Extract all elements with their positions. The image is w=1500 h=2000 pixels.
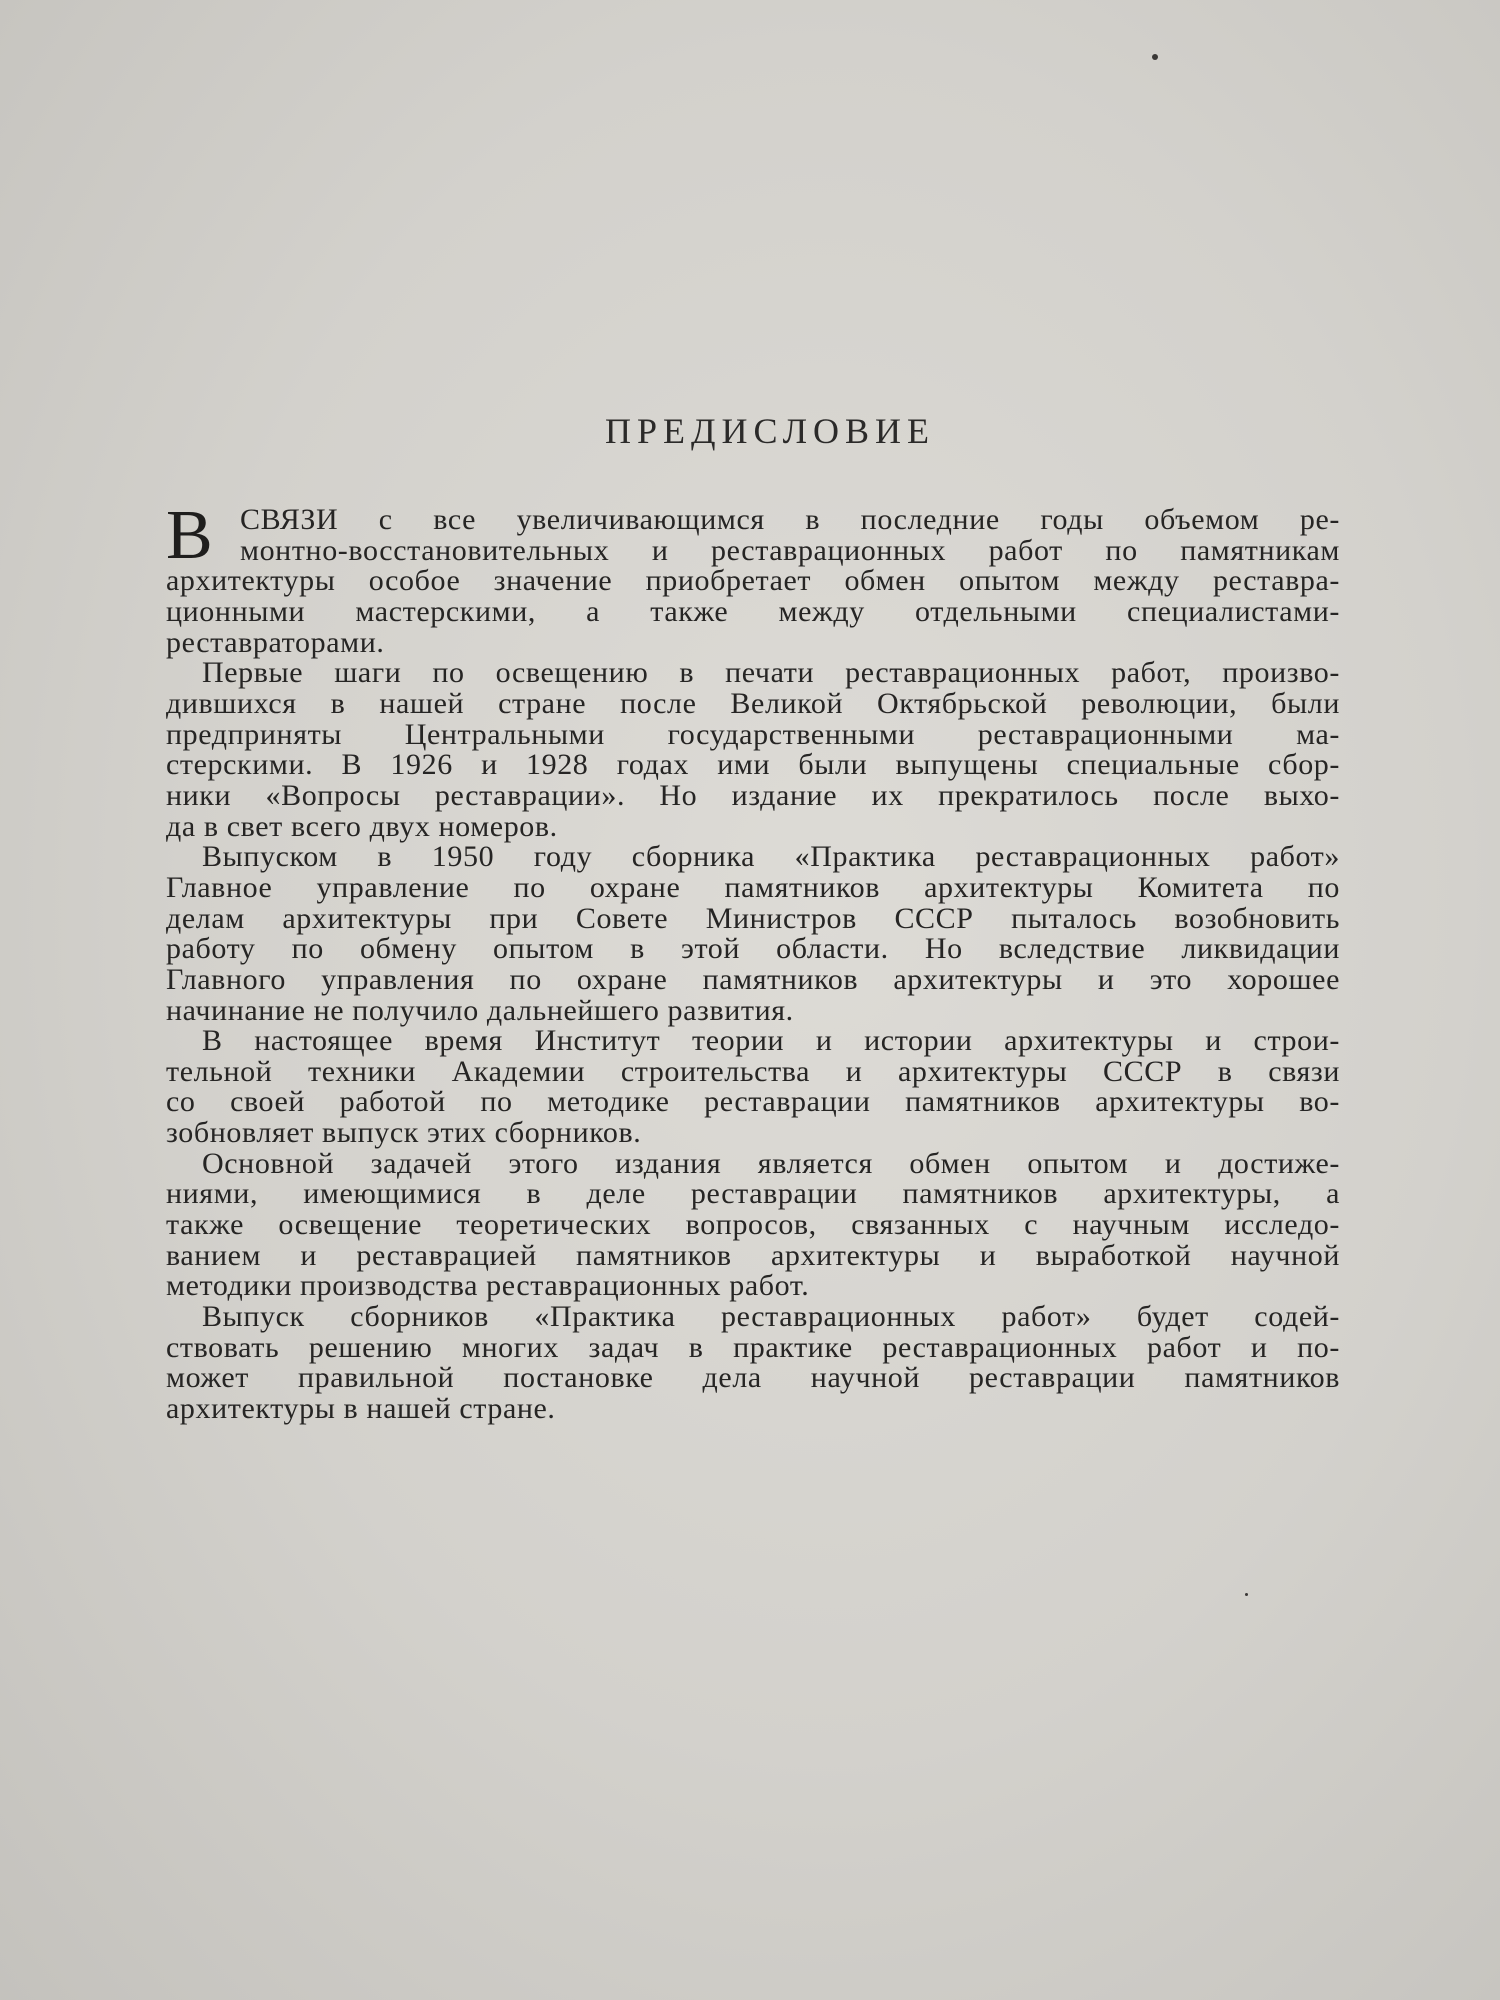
- paragraph: [166, 505, 1340, 658]
- text-line: реставраторами.: [166, 625, 385, 659]
- text-line: стерскими. В 1926 и 1928 годах ими были выпущены специальные сбор-: [166, 748, 1340, 782]
- paragraph: [166, 1026, 1340, 1149]
- text-line: Выпуском в 1950 году сборника «Практика реставрационных работ»: [202, 840, 1340, 874]
- text-line: Главное управление по охране памятников архитектуры Комитета по: [166, 870, 1340, 904]
- paragraph: [166, 1302, 1340, 1425]
- paper-speck: [1245, 1593, 1248, 1596]
- text-line: ниями, имеющимися в деле реставрации памятников архитектуры, а: [166, 1177, 1340, 1211]
- text-line: Основной задачей этого издания является обмен опытом и достиже-: [202, 1146, 1340, 1180]
- text-line: Выпуск сборников «Практика реставрационных работ» будет содей-: [202, 1300, 1340, 1334]
- text-line: делам архитектуры при Совете Министров СССР пыталось возобновить: [166, 901, 1340, 935]
- page-title: ПРЕДИСЛОВИЕ: [604, 411, 936, 451]
- text-line: зобновляет выпуск этих сборников.: [166, 1116, 642, 1150]
- text-line: монтно-восстановительных и реставрационных работ по памятникам: [240, 533, 1340, 567]
- text-line: методики производства реставрационных работ.: [166, 1269, 810, 1303]
- text-line: В настоящее время Институт теории и истории архитектуры и строи-: [202, 1024, 1340, 1058]
- paragraph: [166, 1146, 1340, 1303]
- text-line: ционными мастерскими, а также между отдельными специалистами-: [166, 594, 1340, 628]
- text-line: да в свет всего двух номеров.: [166, 809, 558, 843]
- text-line: ванием и реставрацией памятников архитектуры и выработкой научной: [166, 1238, 1340, 1272]
- text-line: тельной техники Академии строительства и архитектуры СССР в связи: [166, 1054, 1340, 1088]
- text-line: ники «Вопросы реставрации». Но издание их прекратилось после выхо-: [166, 778, 1340, 812]
- text-line: архитектуры в нашей стране.: [166, 1392, 556, 1426]
- preface-body: [166, 497, 1340, 1426]
- paragraph: [166, 658, 1340, 842]
- text-line: может правильной постановке дела научной реставрации памятников: [166, 1361, 1340, 1395]
- text-line: со своей работой по методике реставрации памятников архитектуры во-: [166, 1085, 1340, 1119]
- text-line: предприняты Центральными государственными реставрационными ма-: [166, 717, 1340, 751]
- text-line: Главного управления по охране памятников архитектуры и это хорошее: [166, 962, 1340, 996]
- paper-speck: [1152, 54, 1158, 60]
- text-line: начинание не получило дальнейшего развития.: [166, 993, 794, 1027]
- text-line: также освещение теоретических вопросов, связанных с научным исследо-: [166, 1208, 1340, 1242]
- text-line: СВЯЗИ с все увеличивающимся в последние годы объемом ре-: [240, 503, 1340, 536]
- text-line: дившихся в нашей стране после Великой Октябрьской революции, были: [166, 686, 1340, 720]
- text-line: работу по обмену опытом в этой области. Но вследствие ликвидации: [166, 932, 1340, 966]
- text-line: архитектуры особое значение приобретает обмен опытом между реставра-: [166, 564, 1340, 598]
- paragraph: [166, 842, 1340, 1026]
- drop-cap: В: [166, 497, 213, 574]
- text-line: Первые шаги по освещению в печати реставрационных работ, произво-: [202, 656, 1340, 690]
- text-line: ствовать решению многих задач в практике реставрационных работ и по-: [166, 1330, 1340, 1364]
